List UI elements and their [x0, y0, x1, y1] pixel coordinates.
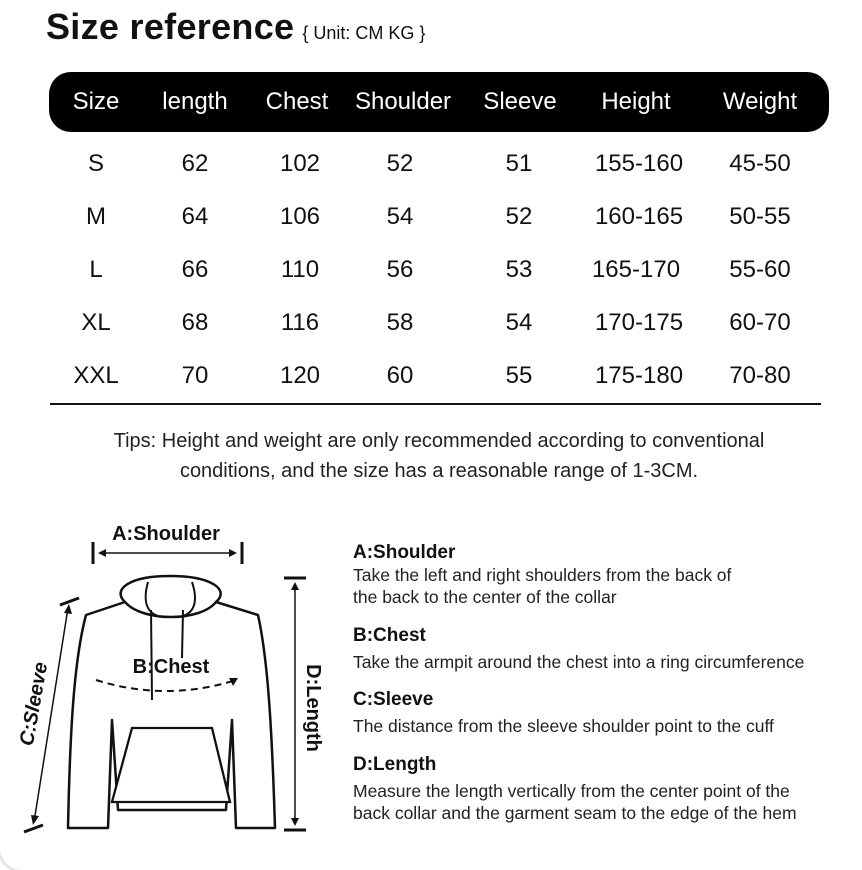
cell-weight: 70-80 [729, 362, 791, 389]
page-title [46, 6, 425, 48]
description-heading: A:Shoulder [353, 542, 456, 563]
description-text: Take the armpit around the chest into a ring circumference [353, 652, 805, 672]
cell-shoulder: 60 [386, 362, 414, 389]
description-heading: D:Length [353, 754, 437, 775]
cell-length: 66 [181, 256, 209, 283]
header-size: Size [72, 88, 120, 115]
cell-length: 70 [181, 362, 209, 389]
description-heading: B:Chest [353, 625, 426, 646]
cell-shoulder: 52 [386, 150, 414, 177]
cell-sleeve: 52 [505, 203, 533, 230]
cell-size: S [87, 150, 105, 177]
description-text: the back to the center of the collar [353, 587, 617, 607]
cell-size: XXL [73, 362, 119, 389]
kangaroo-pocket [112, 728, 230, 802]
title-unit: { Unit: CM KG } [302, 23, 426, 43]
header-height: Height [601, 88, 671, 115]
table-row [49, 142, 829, 182]
tips-line: conditions, and the size has a reasonable range of 1-3CM. [179, 460, 699, 482]
cell-weight: 50-55 [729, 203, 791, 230]
sleeve-description [353, 689, 774, 737]
cell-sleeve: 54 [505, 309, 533, 336]
tips-text [0, 426, 862, 486]
cell-shoulder: 56 [386, 256, 414, 283]
shoulder-label: A:Shoulder [112, 523, 220, 545]
table-divider [50, 403, 821, 405]
cell-height: 165-170 [591, 256, 681, 283]
hoodie-diagram [0, 510, 340, 845]
chest-label: B:Chest [132, 656, 210, 678]
cell-weight: 45-50 [729, 150, 791, 177]
cell-weight: 60-70 [729, 309, 791, 336]
cell-height: 170-175 [594, 309, 684, 336]
description-text: Measure the length vertically from the center point of the [353, 781, 790, 801]
header-shoulder: Shoulder [354, 88, 452, 115]
cell-shoulder: 58 [386, 309, 414, 336]
cell-size: XL [81, 309, 111, 336]
cell-sleeve: 53 [505, 256, 533, 283]
cell-length: 64 [181, 203, 209, 230]
cell-chest: 116 [280, 309, 320, 336]
table-row [49, 195, 829, 235]
cell-chest: 106 [279, 203, 321, 230]
description-text: back collar and the garment seam to the edge of the hem [353, 803, 797, 823]
header-length: length [162, 88, 228, 115]
table-row [49, 301, 829, 341]
length-label: D:Length [302, 664, 324, 752]
cell-sleeve: 51 [505, 150, 533, 177]
table-row [49, 248, 829, 288]
title-main: Size reference [46, 6, 295, 47]
header-weight: Weight [722, 88, 798, 115]
shoulder-description [353, 542, 731, 608]
cell-height: 155-160 [594, 150, 684, 177]
cell-weight: 55-60 [729, 256, 791, 283]
cell-size: L [89, 256, 103, 283]
cell-shoulder: 54 [386, 203, 414, 230]
shoulder-arrow [93, 542, 242, 564]
sleeve-label: C:Sleeve [15, 660, 53, 748]
description-heading: C:Sleeve [353, 689, 434, 710]
cell-chest: 120 [279, 362, 321, 389]
table-row [49, 354, 829, 394]
tips-line: Tips: Height and weight are only recommended according to conventional [113, 430, 765, 452]
cell-chest: 102 [279, 150, 321, 177]
length-description [353, 754, 797, 824]
chest-description [353, 625, 804, 673]
header-sleeve: Sleeve [483, 88, 557, 115]
cell-chest: 110 [280, 256, 320, 283]
cell-length: 68 [181, 309, 209, 336]
cell-height: 160-165 [594, 203, 684, 230]
description-text: Take the left and right shoulders from the back of [353, 565, 732, 585]
cell-sleeve: 55 [505, 362, 533, 389]
cell-size: M [86, 203, 106, 230]
description-text: The distance from the sleeve shoulder point to the cuff [353, 716, 774, 736]
cell-length: 62 [181, 150, 209, 177]
table-header [49, 72, 829, 132]
header-chest: Chest [265, 88, 329, 115]
cell-height: 175-180 [594, 362, 684, 389]
